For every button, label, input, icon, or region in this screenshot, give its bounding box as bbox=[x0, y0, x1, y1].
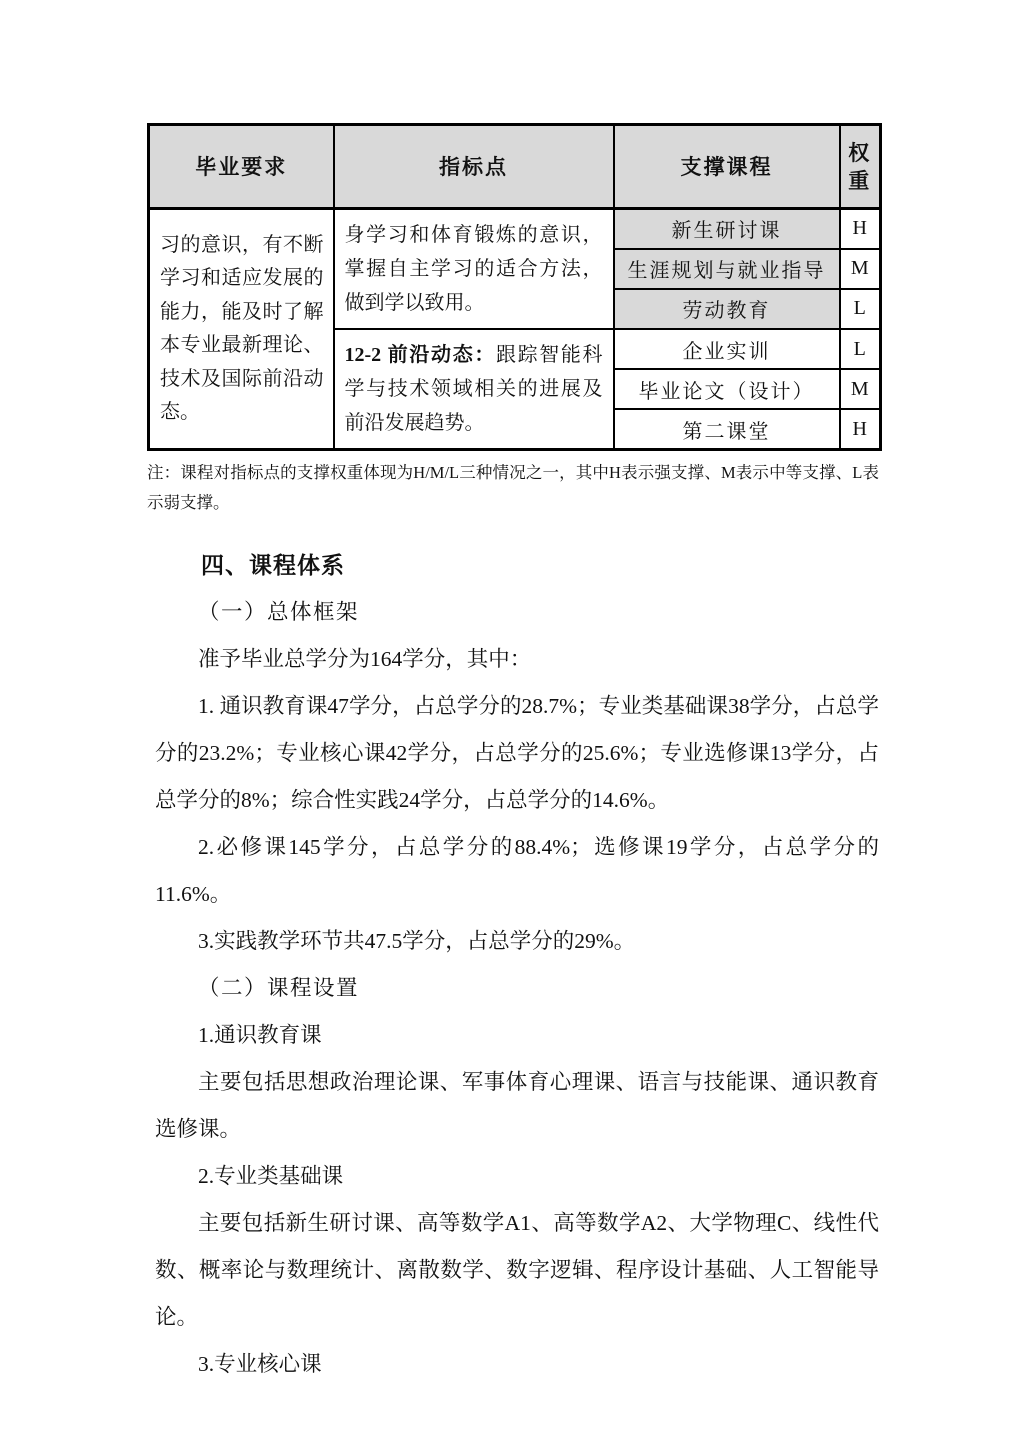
indicator-prefix: 12-2 前沿动态： bbox=[344, 344, 496, 366]
indicator-text: 身学习和体育锻炼的意识，掌握自主学习的适合方法，做到学以致用。 bbox=[344, 224, 603, 314]
body-paragraph: 1.通识教育课 bbox=[198, 1023, 322, 1047]
table-row bbox=[149, 209, 881, 249]
indicator-cell-2 bbox=[334, 329, 614, 450]
indicator-text: 跟踪智能科学与技术领域相关的进展及前沿发展趋势。 bbox=[344, 344, 603, 434]
weight-cell: H bbox=[840, 409, 881, 449]
support-matrix-table bbox=[147, 123, 882, 451]
document-page bbox=[147, 123, 879, 1388]
indicator-cell-1 bbox=[334, 209, 614, 330]
subsection-heading: （二）课程设置 bbox=[198, 976, 360, 1000]
table-header-row bbox=[149, 125, 881, 209]
course-name-cell: 新生研讨课 bbox=[614, 209, 840, 249]
course-name-cell: 第二课堂 bbox=[614, 409, 840, 449]
weight-cell: H bbox=[840, 209, 881, 249]
body-paragraph: 1. 通识教育课47学分，占总学分的28.7%；专业类基础课38学分，占总学分的23.2%；专业核心课42学分，占总学分的25.6%；专业选修课13学分，占总学分的8%；综合性实践24学分，占总学分的14.6%。 bbox=[155, 694, 879, 812]
weight-cell: L bbox=[840, 329, 881, 369]
course-name-cell: 企业实训 bbox=[614, 329, 840, 369]
subsection-heading: （一）总体框架 bbox=[198, 600, 360, 624]
table-footnote: 注：课程对指标点的支撑权重体现为H/M/L三种情况之一，其中H表示强支撑、M表示中等支撑、L表示弱支撑。 bbox=[147, 463, 879, 512]
header-requirement: 毕业要求 bbox=[149, 125, 334, 209]
body-paragraph: 3.专业核心课 bbox=[198, 1352, 322, 1376]
header-indicator: 指标点 bbox=[334, 125, 614, 209]
header-course: 支撑课程 bbox=[614, 125, 840, 209]
course-name-cell: 劳动教育 bbox=[614, 289, 840, 329]
body-paragraph: 2.专业类基础课 bbox=[198, 1164, 344, 1188]
header-weight: 权重 bbox=[840, 125, 881, 209]
course-name-cell: 毕业论文（设计） bbox=[614, 369, 840, 409]
body-paragraph: 主要包括思想政治理论课、军事体育心理课、语言与技能课、通识教育选修课。 bbox=[155, 1070, 879, 1141]
weight-cell: M bbox=[840, 249, 881, 289]
body-paragraph: 准予毕业总学分为164学分，其中： bbox=[198, 647, 532, 671]
body-paragraph: 2.必修课145学分，占总学分的88.4%；选修课19学分，占总学分的11.6%。 bbox=[155, 835, 879, 906]
weight-cell: L bbox=[840, 289, 881, 329]
document-paragraphs bbox=[155, 589, 879, 1388]
weight-cell: M bbox=[840, 369, 881, 409]
requirement-cell: 习的意识，有不断学习和适应发展的能力，能及时了解本专业最新理论、技术及国际前沿动态。 bbox=[149, 209, 334, 450]
body-paragraph: 主要包括新生研讨课、高等数学A1、高等数学A2、大学物理C、线性代数、概率论与数理统计、离散数学、数字逻辑、程序设计基础、人工智能导论。 bbox=[155, 1211, 879, 1329]
course-name-cell: 生涯规划与就业指导 bbox=[614, 249, 840, 289]
document-body bbox=[155, 542, 879, 1388]
body-paragraph: 3.实践教学环节共47.5学分，占总学分的29%。 bbox=[198, 929, 636, 953]
section-heading: 四、课程体系 bbox=[201, 552, 345, 578]
